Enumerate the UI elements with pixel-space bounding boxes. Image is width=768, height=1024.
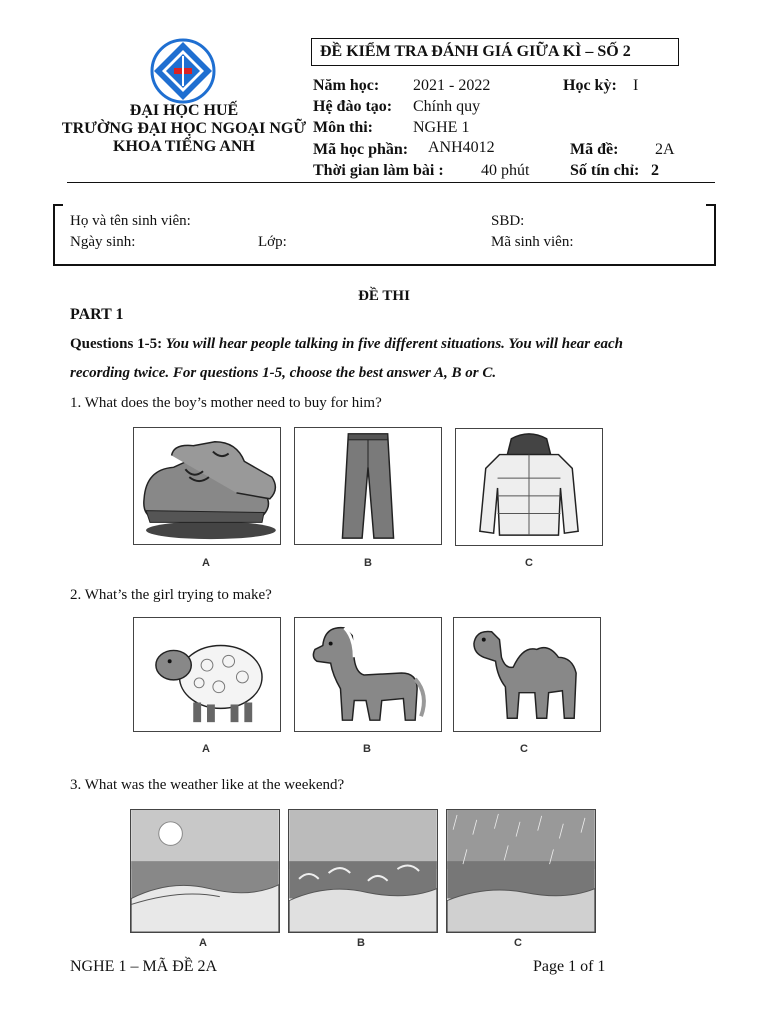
- instruction-lead: Questions 1-5:: [70, 336, 163, 352]
- option-3a-sunny-beach-image[interactable]: [130, 809, 280, 933]
- exam-code: 2A: [655, 141, 675, 158]
- option-3c-rainy-beach-image[interactable]: [446, 809, 596, 933]
- option-3c-label: C: [514, 937, 522, 949]
- option-1a-label: A: [202, 557, 210, 569]
- option-2c-label: C: [520, 743, 528, 755]
- faculty-name: KHOA TIẾNG ANH: [113, 138, 255, 155]
- option-3b-windy-beach-image[interactable]: [288, 809, 438, 933]
- university-logo: [150, 38, 216, 104]
- option-2a-label: A: [202, 743, 210, 755]
- instruction-text-2: recording twice. For questions 1-5, choose the best answer A, B or C.: [70, 365, 497, 381]
- course-code: ANH4012: [428, 139, 495, 156]
- student-id-field[interactable]: Mã sinh viên:: [491, 234, 574, 250]
- school-year-label: Năm học:: [313, 77, 380, 94]
- credits: 2: [651, 162, 659, 179]
- option-2c-camel-image[interactable]: [453, 617, 601, 732]
- instruction-text-1: You will hear people talking in five different situations. You will hear each: [162, 336, 623, 352]
- sbd-field[interactable]: SBD:: [491, 213, 525, 229]
- student-name-field[interactable]: Họ và tên sinh viên:: [70, 213, 191, 229]
- duration-label: Thời gian làm bài :: [313, 162, 444, 179]
- subject-label: Môn thi:: [313, 119, 373, 136]
- semester: I: [633, 77, 639, 94]
- option-3b-label: B: [357, 937, 365, 949]
- exam-heading: ĐỀ THI: [358, 288, 410, 304]
- instruction-line-1: [70, 336, 710, 353]
- school-name: TRƯỜNG ĐẠI HỌC NGOẠI NGỮ: [61, 120, 307, 137]
- university-name: ĐẠI HỌC HUẾ: [129, 102, 239, 119]
- option-3a-label: A: [199, 937, 207, 949]
- option-1b-label: B: [364, 557, 372, 569]
- training: Chính quy: [413, 98, 481, 115]
- credits-label: Số tín chỉ:: [570, 162, 640, 179]
- option-1c-label: C: [525, 557, 533, 569]
- course-code-label: Mã học phần:: [313, 141, 409, 158]
- class-field[interactable]: Lớp:: [258, 234, 287, 250]
- option-1c-jacket-image[interactable]: [455, 428, 603, 546]
- header-divider: [67, 182, 715, 183]
- semester-label: Học kỳ:: [563, 77, 617, 94]
- instruction-line-2: [70, 365, 710, 382]
- exam-title: ĐỀ KIỂM TRA ĐÁNH GIÁ GIỮA KÌ – SỐ 2: [320, 43, 631, 60]
- footer-exam-code: NGHE 1 – MÃ ĐỀ 2A: [70, 958, 218, 975]
- exam-code-label: Mã đề:: [570, 141, 619, 158]
- school-year: 2021 - 2022: [413, 77, 491, 94]
- part-heading: PART 1: [70, 306, 124, 323]
- subject: NGHE 1: [413, 119, 470, 136]
- question-3: 3. What was the weather like at the weekend?: [70, 777, 345, 793]
- option-1a-shoes-image[interactable]: [133, 427, 281, 545]
- dob-field[interactable]: Ngày sinh:: [70, 234, 136, 250]
- question-2: 2. What’s the girl trying to make?: [70, 587, 272, 603]
- duration: 40 phút: [481, 162, 530, 179]
- option-2b-label: B: [363, 743, 371, 755]
- training-label: Hệ đào tạo:: [313, 98, 393, 115]
- footer-page-number: Page 1 of 1: [533, 958, 606, 975]
- option-1b-trousers-image[interactable]: [294, 427, 442, 545]
- option-2a-sheep-image[interactable]: [133, 617, 281, 732]
- question-1: 1. What does the boy’s mother need to buy for him?: [70, 395, 382, 411]
- option-2b-horse-image[interactable]: [294, 617, 442, 732]
